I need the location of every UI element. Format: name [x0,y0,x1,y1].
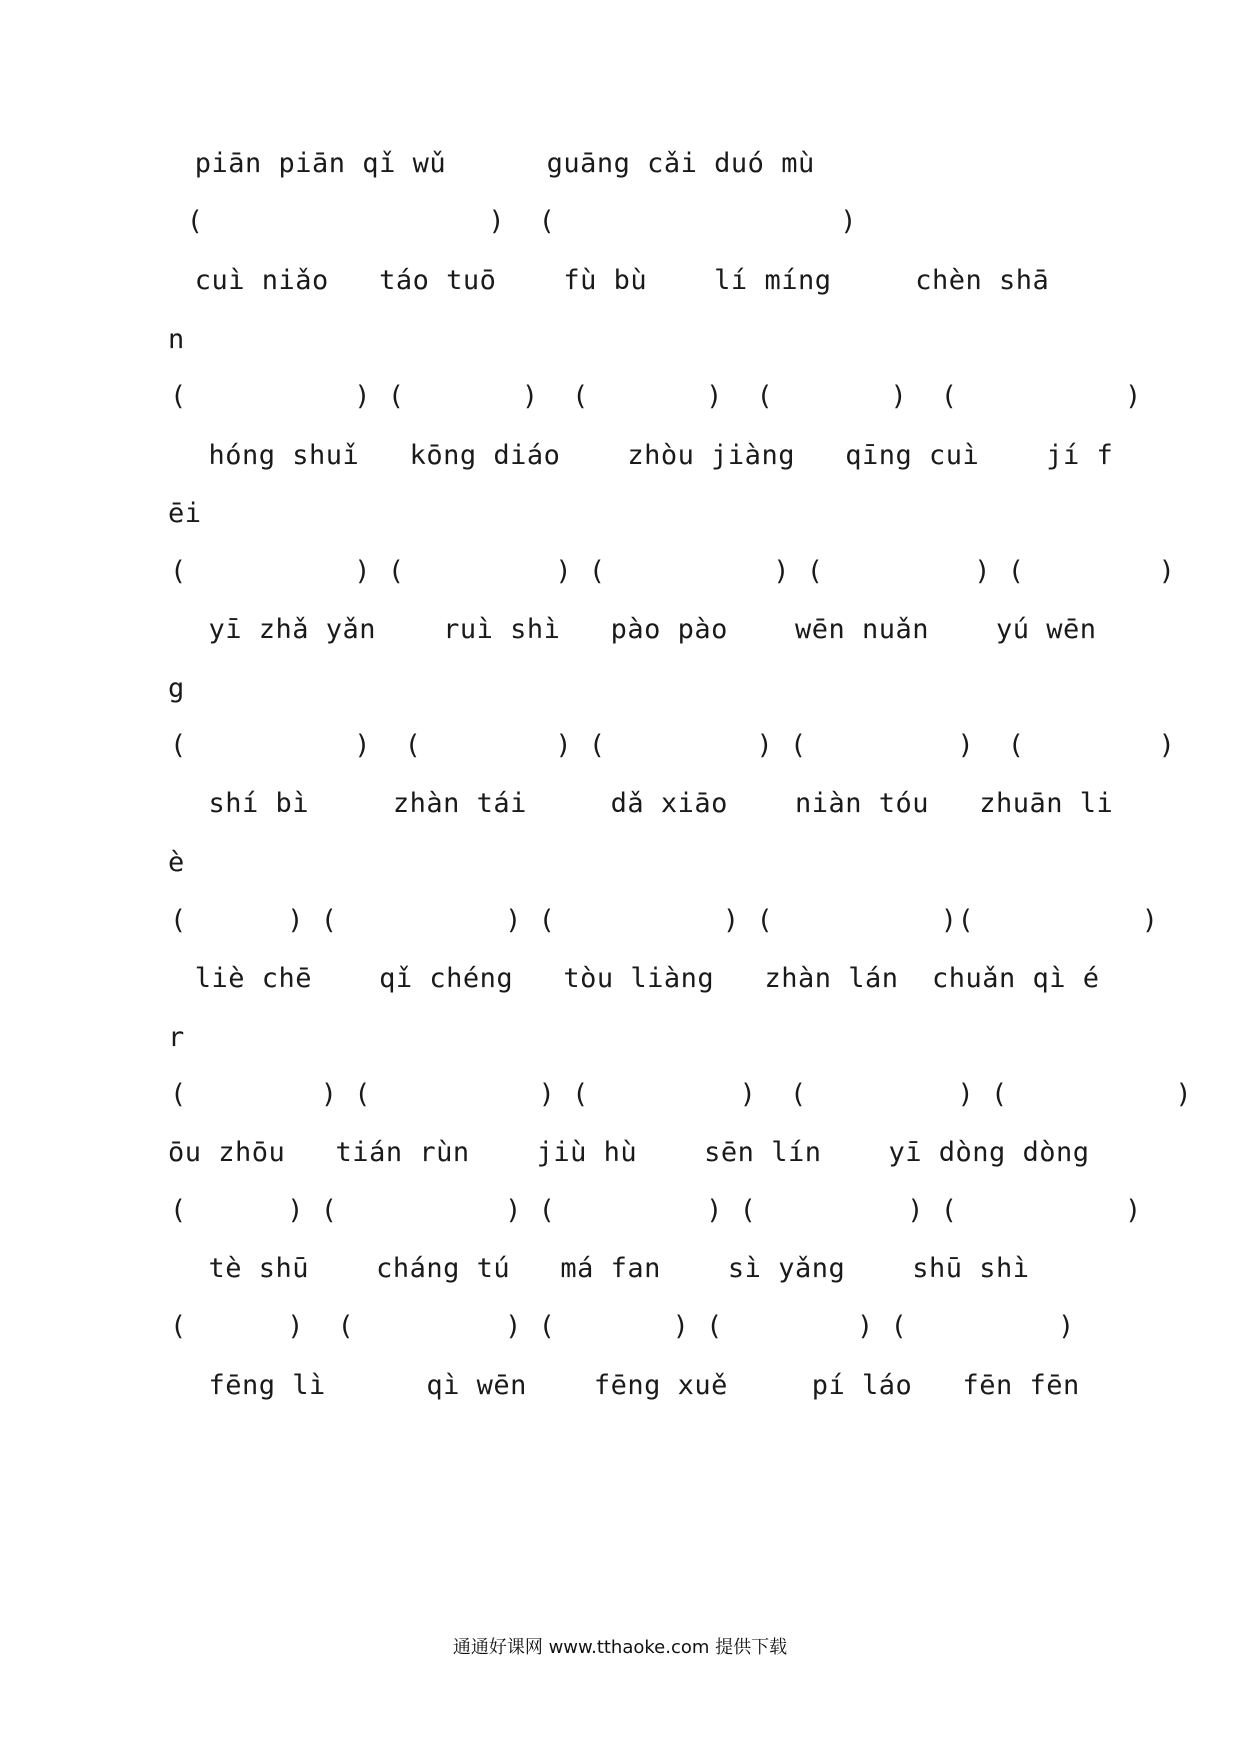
answer-brackets-row-8: ( ) ( ) ( ) ( ) ( ) [170,1311,1075,1342]
pinyin-row-8: tè shū cháng tú má fan sì yǎng shū shì [175,1253,1030,1284]
answer-brackets-row-3: ( ) ( ) ( ) ( ) ( ) [170,556,1176,587]
answer-brackets-row-5: ( ) ( ) ( ) ( )( ) [170,905,1159,936]
answer-brackets-row-4: ( ) ( ) ( ) ( ) ( ) [170,730,1176,761]
pinyin-row-2-wrap: n [168,324,185,355]
footer-credit: 通通好课网 www.tthaoke.com 提供下载 [452,1637,788,1658]
pinyin-row-5: shí bì zhàn tái dǎ xiāo niàn tóu zhuān li [175,788,1114,819]
answer-brackets-row-2: ( ) ( ) ( ) ( ) ( ) [170,381,1142,412]
pinyin-row-6: liè chē qǐ chéng tòu liàng zhàn lán chuǎn qì é [178,963,1100,994]
pinyin-row-7: ōu zhōu tián rùn jiù hù sēn lín yī dòng dòng [168,1137,1090,1168]
pinyin-row-3-wrap: ēi [168,498,202,529]
pinyin-row-5-wrap: è [168,847,185,878]
answer-brackets-row-1: ( ) ( ) [170,206,857,237]
answer-brackets-row-6: ( ) ( ) ( ) ( ) ( ) [170,1079,1193,1110]
pinyin-row-2: cuì niǎo táo tuō fù bù lí míng chèn shā [178,265,1050,296]
pinyin-row-3: hóng shuǐ kōng diáo zhòu jiàng qīng cuì jí f [175,440,1114,471]
pinyin-row-4-wrap: g [168,673,185,704]
pinyin-row-4: yī zhǎ yǎn ruì shì pào pào wēn nuǎn yú wēn [175,614,1097,645]
pinyin-row-6-wrap: r [168,1022,185,1053]
answer-brackets-row-7: ( ) ( ) ( ) ( ) ( ) [170,1195,1142,1226]
pinyin-row-9: fēng lì qì wēn fēng xuě pí láo fēn fēn [175,1370,1080,1401]
pinyin-row-1: piān piān qǐ wǔ guāng cǎi duó mù [178,148,815,179]
